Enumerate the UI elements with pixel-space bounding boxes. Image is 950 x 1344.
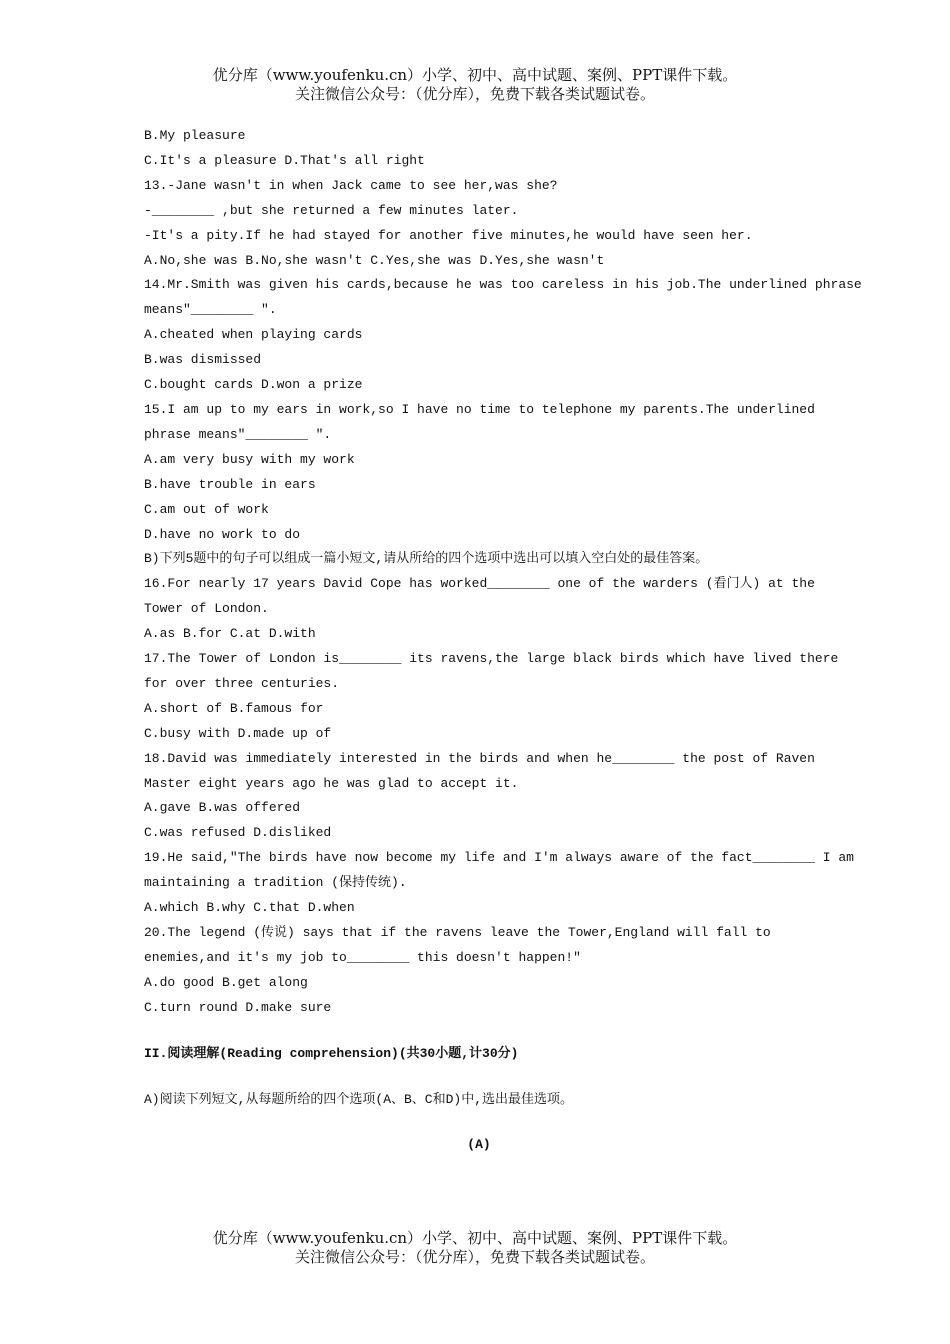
header-line-1: 优分库（www.youfenku.cn）小学、初中、高中试题、案例、PPT课件下载。 xyxy=(212,66,738,84)
passage-label: (A) xyxy=(467,1137,491,1153)
text-line: phrase means"________ ". xyxy=(144,426,332,442)
text-line: for over three centuries. xyxy=(144,675,340,691)
section-b-instruction: B)下列5题中的句子可以组成一篇小短文,请从所给的四个选项中选出可以填入空白处的最佳答案。 xyxy=(144,551,709,567)
question-15: 15.I am up to my ears in work,so I have no time to telephone my parents.The underlined xyxy=(144,401,815,417)
reading-instruction: A)阅读下列短文,从每题所给的四个选项(A、B、C和D)中,选出最佳选项。 xyxy=(144,1091,574,1107)
text-line: A.cheated when playing cards xyxy=(144,327,363,343)
text-line: Tower of London. xyxy=(144,601,269,617)
text-line: A.as B.for C.at D.with xyxy=(144,626,316,642)
header-line-2: 关注微信公众号：（优分库），免费下载各类试题试卷。 xyxy=(294,85,655,103)
question-18: 18.David was immediately interested in the birds and when he________ the post of Raven xyxy=(144,750,815,766)
text-line: B.have trouble in ears xyxy=(144,476,316,492)
text-line: Master eight years ago he was glad to accept it. xyxy=(144,775,519,791)
text-line: A.do good B.get along xyxy=(144,974,308,990)
text-line: C.busy with D.made up of xyxy=(144,725,332,741)
text-line: A.am very busy with my work xyxy=(144,451,355,467)
document-body xyxy=(144,124,862,1158)
text-line: maintaining a tradition (保持传统). xyxy=(144,875,407,891)
question-14: 14.Mr.Smith was given his cards,because he was too careless in his job.The underlined phrase xyxy=(144,277,862,293)
text-line: C.bought cards D.won a prize xyxy=(144,377,363,393)
text-line: C.turn round D.make sure xyxy=(144,999,332,1015)
text-line: A.short of B.famous for xyxy=(144,700,324,716)
question-20: 20.The legend (传说) says that if the ravens leave the Tower,England will fall to xyxy=(144,925,771,940)
question-13: 13.-Jane wasn't in when Jack came to see her,was she? xyxy=(144,177,558,193)
text-line: A.gave B.was offered xyxy=(144,800,301,816)
question-17: 17.The Tower of London is________ its ravens,the large black birds which have lived there xyxy=(144,651,839,667)
text-line: C.am out of work xyxy=(144,501,269,517)
text-line: means"________ ". xyxy=(144,302,277,318)
text-line: enemies,and it's my job to________ this doesn't happen!" xyxy=(144,949,581,965)
page-footer xyxy=(0,1229,950,1267)
question-16: 16.For nearly 17 years David Cope has worked________ one of the warders (看门人) at the xyxy=(144,576,815,592)
text-line: -It's a pity.If he had stayed for another five minutes,he would have seen her. xyxy=(144,227,753,243)
text-line: C.It's a pleasure D.That's all right xyxy=(144,152,425,168)
text-line: -________ ,but she returned a few minutes later. xyxy=(144,202,519,218)
footer-line-2: 关注微信公众号：（优分库），免费下载各类试题试卷。 xyxy=(294,1248,655,1266)
question-19: 19.He said,"The birds have now become my life and I'm always aware of the fact________ I am xyxy=(144,850,854,866)
page-header xyxy=(0,66,950,104)
footer-line-1: 优分库（www.youfenku.cn）小学、初中、高中试题、案例、PPT课件下载。 xyxy=(212,1229,738,1247)
text-line: D.have no work to do xyxy=(144,526,301,542)
text-line: C.was refused D.disliked xyxy=(144,825,332,841)
text-line: A.No,she was B.No,she wasn't C.Yes,she was D.Yes,she wasn't xyxy=(144,252,605,268)
text-line: A.which B.why C.that D.when xyxy=(144,900,355,916)
text-line: B.was dismissed xyxy=(144,352,262,368)
text-line: B.My pleasure xyxy=(144,128,246,143)
section-title: II.阅读理解(Reading comprehension)(共30小题,计30分) xyxy=(144,1045,519,1061)
